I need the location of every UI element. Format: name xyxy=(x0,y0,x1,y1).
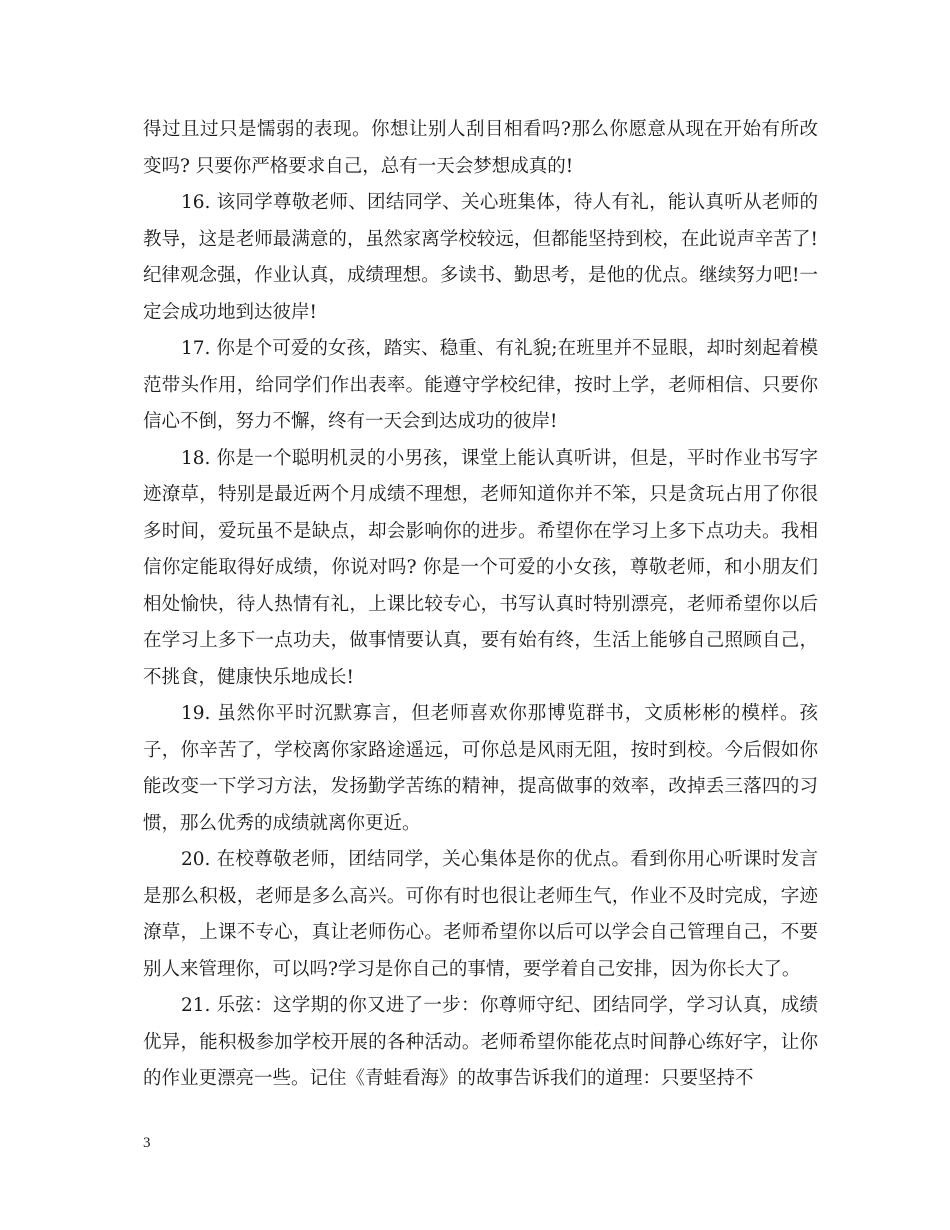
paragraph-comment-16: 16. 该同学尊敬老师、团结同学、关心班集体，待人有礼，能认真听从老师的教导，这是老师最满意的，虽然家离学校较远，但都能坚持到校，在此说声辛苦了!纪律观念强，作业认真，成绩理想。多读书、勤思考，是他的优点。继续努力吧!一定会成功地到达彼岸! xyxy=(143,192,818,323)
paragraph-comment-18: 18. 你是一个聪明机灵的小男孩，课堂上能认真听讲，但是，平时作业书写字迹潦草，特别是最近两个月成绩不理想，老师知道你并不笨，只是贪玩占用了你很多时间，爱玩虽不是缺点，却会影响你的进步。希望你在学习上多下点功夫。我相信你定能取得好成绩，你说对吗? 你是一个可爱的小女孩，尊敬老师，和小朋友们相处愉快，待人热情有礼，上课比较专心，书写认真时特别漂亮，老师希望你以后在学习上多下一点功夫，做事情要认真，要有始有终，生活上能够自己照顾自己，不挑食，健康快乐地成长! xyxy=(143,447,818,688)
paragraph-continuation: 得过且过只是懦弱的表现。你想让别人刮目相看吗?那么你愿意从现在开始有所改变吗? 只要你严格要求自己，总有一天会梦想成真的! xyxy=(143,119,818,177)
paragraph-comment-21: 21. 乐弦：这学期的你又进了一步：你尊师守纪、团结同学，学习认真，成绩优异，能积极参加学校开展的各种活动。老师希望你能花点时间静心练好字，让你的作业更漂亮一些。记住《青蛙看海》的故事告诉我们的道理：只要坚持不 xyxy=(143,995,818,1089)
paragraph-comment-20: 20. 在校尊敬老师，团结同学，关心集体是你的优点。看到你用心听课时发言是那么积极，老师是多么高兴。可你有时也很让老师生气，作业不及时完成，字迹潦草，上课不专心，真让老师伤心。老师希望你以后可以学会自己管理自己，不要别人来管理你，可以吗?学习是你自己的事情，要学着自己安排，因为你长大了。 xyxy=(143,849,818,980)
paragraph-comment-17: 17. 你是个可爱的女孩，踏实、稳重、有礼貌;在班里并不显眼，却时刻起着模范带头作用，给同学们作出表率。能遵守学校纪律，按时上学，老师相信、只要你信心不倒，努力不懈，终有一天会到达成功的彼岸! xyxy=(143,338,818,432)
document-body xyxy=(143,112,818,1098)
page-number: 3 xyxy=(143,1135,151,1151)
paragraph-comment-19: 19. 虽然你平时沉默寡言，但老师喜欢你那博览群书，文质彬彬的模样。孩子，你辛苦了，学校离你家路途遥远，可你总是风雨无阻，按时到校。今后假如你能改变一下学习方法，发扬勤学苦练的精神，提高做事的效率，改掉丢三落四的习惯，那么优秀的成绩就离你更近。 xyxy=(143,703,818,834)
